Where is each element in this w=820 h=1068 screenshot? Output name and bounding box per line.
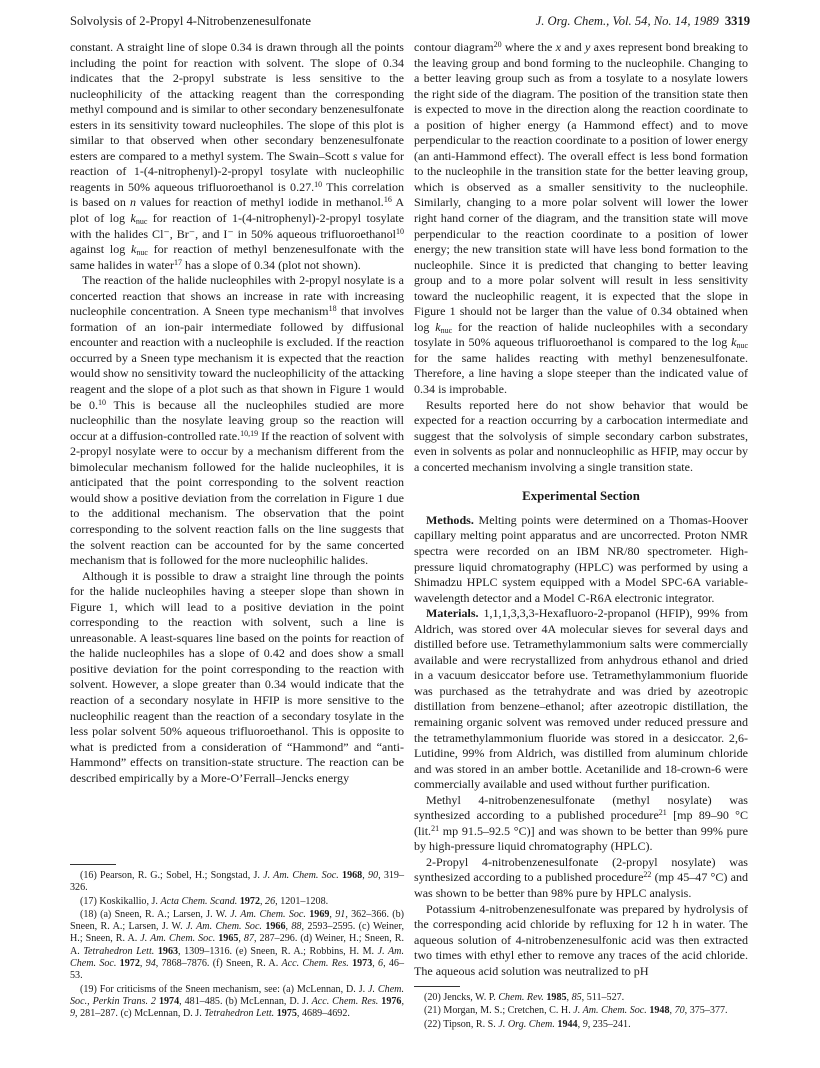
footnote: (16) Pearson, R. G.; Sobel, H.; Songstad, J. J. Am. Chem. Soc. 1968, 90, 319–326. bbox=[70, 870, 405, 894]
citation: 21 bbox=[658, 808, 667, 818]
right-column bbox=[414, 40, 748, 979]
paragraph: Results reported here do not show behavior that would be expected for a reaction occurring by a carbocation intermediate and suggest that the solvolysis of simple secondary carbon substrates, even in solvents as polar and nonnucleophilic as HFIP, may occur by a concerted mechanism involving a single transition state. bbox=[414, 397, 748, 474]
citation: 20 bbox=[493, 40, 502, 49]
footnote: (18) (a) Sneen, R. A.; Larsen, J. W. J. Am. Chem. Soc. 1969, 91, 362–366. (b) Sneen, R. A.; Larsen, J. W. J. Am. Chem. Soc. 1966, 88, 2593–2595. (c) Weiner, H.; Sneen, R. A. J. Am. Chem. Soc. 1965, 87, 287–296. (d) Weiner, H.; Sneen, R. A. Tetrahedron Lett. 1963, 1309–1316. (e) Sneen, R. A.; Robbins, H. M. J. Am. Chem. Soc. 1972, 94, 7868–7876. (f) Sneen, R. A. Acc. Chem. Res. 1973, 6, 46–53. bbox=[70, 908, 405, 982]
footnote: (20) Jencks, W. P. Chem. Rev. 1985, 85, 511–527. bbox=[424, 992, 625, 1003]
running-title: Solvolysis of 2-Propyl 4-Nitrobenzenesulfonate bbox=[70, 14, 311, 28]
paragraph: Materials. 1,1,1,3,3,3-Hexafluoro-2-propanol (HFIP), 99% from Aldrich, was stored over 4A molecular sieves for several days and distilled before use. Tetramethylammonium salts were commercially available and were recrystallized from anhydrous ethanol and dried in a vacuum desiccator before use. Tetramethylammonium fluoride was purchased as the tetrahydrate and was dried by azeotropic distillation from benzene–ethanol; after azeotropic distillation, the remaining organic solvent was removed under reduced pressure and the tetramethylammonium fluoride was stored in a desiccator. 2,6-Lutidine, 99% from Aldrich, was distilled from aluminum chloride and was stored in an amber bottle. Acetanilide and 18-crown-6 were commercially available and used without further purification. bbox=[414, 606, 748, 792]
paragraph: constant. A straight line of slope 0.34 is drawn through all the points including the point for reaction with solvent. The slope of 0.34 indicates that the 2-propyl substrate is less sensitive to the nucleophilicity of the attacking reagent than the corresponding methyl compound and is similar to other secondary benzenesulfonate esters in its sensitivity toward nucleophiles. The slope of this plot is similar to that observed when other secondary benzenesulfonate esters are compared to a methyl system. The Swain–Scott s value for reaction of 1-(4-nitrophenyl)-2-propyl tosylate with nucleophilic reagents in 50% aqueous trifluoroethanol is 0.27.10 This correlation is based on n values for reaction of methyl iodide in methanol.$^{16}$ A plot of $\log k_{nuc}$ for reaction of 1-(4-nitrophenyl)-2-propyl tosylate with the halides Cl⁻, Br⁻, and I⁻ in 50% aqueous trifluoroethanol$^{10}$ against $\log k_{nuc}$ for reaction of methyl benzenesulfonate with the same halides in water$^{17}$ has a slope of 0.34 (plot not shown). bbox=[70, 40, 405, 272]
citation: 17 bbox=[174, 257, 183, 267]
citation: 10 bbox=[98, 397, 107, 407]
running-header bbox=[70, 14, 750, 30]
section-heading: Experimental Section bbox=[522, 489, 640, 504]
paragraph: 2-Propyl 4-nitrobenzenesulfonate (2-propyl nosylate) was synthesized according to a published procedure$^{22}$ (mp 45–47 °C) and was shown to be better than 98% pure by HPLC analysis. bbox=[414, 854, 748, 900]
footnotes-left bbox=[70, 870, 404, 1022]
citation: 10 bbox=[314, 179, 323, 189]
paragraph: The reaction of the halide nucleophiles with 2-propyl nosylate is a concerted reaction that shows an increase in rate with increasing nucleophile concentration. A Sneen type mechanism$^{18}$ that involves formation of an ion-pair intermediate followed by diffusional encounter and reaction with a nucleophile is excluded. If the reaction occurred by a Sneen type mechanism it is expected that the reaction would show no sensitivity toward the nucleophilicity of the attacking reagent and the slope of a plot such as that shown in Figure 1 would be 0.10 This is because all the nucleophiles studied are more nucleophilic than the nosylate leaving group so the reaction will occur at a diffusion-controlled rate.$^{10,19}$ If the reaction of solvent with 2-propyl nosylate were to occur by a mechanism different from the bimolecular mechanism followed for the halide nucleophiles, it is anticipated that the point corresponding to the solvent reaction would show a positive deviation from the correlation in Figure 1 due to the additional mechanism. The observation that the point corresponding to the solvent reaction falls on the line suggests that the solvent reaction can be accounted for by the same concerted mechanism that is followed for the more nucleophilic halides. bbox=[70, 273, 404, 568]
citation: 22 bbox=[643, 870, 652, 880]
footnote: (21) Morgan, M. S.; Cretchen, C. H. J. Am. Chem. Soc. 1948, 70, 375–377. bbox=[424, 1005, 728, 1017]
page-number: 3319 bbox=[724, 14, 750, 28]
footnote-divider bbox=[70, 864, 116, 865]
citation: 10,19 bbox=[240, 428, 259, 438]
paragraph: contour diagram$^{20}$ where the x and y axes represent bond breaking to the leaving group and bond forming to the nucleophile. Changing to a better leaving group such as from a tosylate to a nosylate lowers the right side of the diagram. The position of the transition state then is expected to move in the direction along the reaction coordinate to a position of higher energy (a Hammond effect) and to move perpendicular to the reaction coordinate to a position of lower energy (an anti-Hammond effect). The overall effect is less bond formation to the nucleophile in the transition state for the better leaving group, which is observed as a smaller sensitivity to the nucleophile. Similarly, changing to a more polar solvent will lower the lower right hand corner of the diagram, and the transition state will move perpendicular to the reaction coordinate to a position of lower energy; the new transition state will have less bond formation to the nucleophile. Since it is predicted that changing to better leaving group and to a more polar solvent will result in less sensitivity toward the nucleophilic reagent, it is expected that the slope in Figure 1 should not be larger than the value of 0.34 obtained when $\log k_{nuc}$ for the reaction of halide nucleophiles with a secondary tosylate in 50% aqueous trifluoroethanol is compared to the $\log k_{nuc}$ for the same halides reacting with methyl benzenesulfonate. Therefore, a line having a slope steeper than the indicated value of 0.34 is improbable. bbox=[414, 40, 749, 397]
citation: 21 bbox=[431, 823, 440, 833]
left-column bbox=[70, 40, 404, 786]
citation: 18 bbox=[328, 304, 337, 314]
footnote-divider bbox=[414, 986, 460, 987]
citation: 16 bbox=[383, 195, 392, 205]
materials-heading: Materials. bbox=[426, 606, 479, 621]
paragraph: Potassium 4-nitrobenzenesulfonate was prepared by hydrolysis of the corresponding acid chloride by refluxing for 12 h in water. The aqueous solution of 4-nitrobenzenesulfonic acid was then extracted two times with ethyl ether to remove any traces of the acid chloride. The aqueous acid solution was neutralized to pH bbox=[414, 901, 748, 978]
footnote: (22) Tipson, R. S. J. Org. Chem. 1944, 9, 235–241. bbox=[424, 1018, 631, 1030]
methods-heading: Methods. bbox=[426, 512, 474, 527]
paragraph: Although it is possible to draw a straight line through the points for the halide nucleophiles having a steeper slope than shown in Figure 1, which will lead to a positive deviation in the point corresponding to the reaction with solvent, such a line is unreasonable. A least-squares line based on the points for reaction of the halide nucleophiles has a slope of 0.42 and does show a small positive deviation for the point corresponding to the reaction with solvent. However, a slope greater than 0.34 would indicate that the reaction of a secondary nosylate in HFIP is more sensitive to the nucleophilic reagent than the reaction of a secondary tosylate in the less polar solvent 50% aqueous trifluoroethanol. This is opposite to what is predicted from a consideration of “Hammond” and “anti-Hammond” effects on transition-state structure. The reaction can be described empirically by a More-O’Ferrall–Jencks energy bbox=[70, 568, 404, 785]
footnote: (19) For criticisms of the Sneen mechanism, see: (a) McLennan, D. J. J. Chem. Soc., Perkin Trans. 2 1974, 481–485. (b) McLennan, D. J. Acc. Chem. Res. 1976, 9, 281–287. (c) McLennan, D. J. Tetrahedron Lett. 1975, 4689–4692. bbox=[70, 983, 404, 1020]
journal-name: J. Org. Chem., Vol. 54, No. 14, 1989 bbox=[535, 14, 719, 28]
footnote: (17) Koskikallio, J. Acta Chem. Scand. 1972, 26, 1201–1208. bbox=[80, 895, 329, 907]
footnotes-right bbox=[414, 992, 748, 1032]
journal-citation bbox=[536, 14, 750, 29]
paragraph: Methods. Melting points were determined on a Thomas-Hoover capillary melting point apparatus and are uncorrected. Proton NMR spectra were recorded on an IBM NR/80 spectrometer. High-pressure liquid chromatography (HPLC) was performed by using a Shimadzu HPLC system equipped with a Model SPC-6A variable-wavelength detector and a Model C-R6A electronic integrator. bbox=[414, 512, 748, 605]
paragraph: Methyl 4-nitrobenzenesulfonate (methyl nosylate) was synthesized according to a published procedure$^{21}$ [mp 89–90 °C (lit.$^{21}$ mp 91.5–92.5 °C)] and was shown to be better than 99% pure by high-pressure liquid chromatography (HPLC). bbox=[414, 792, 748, 854]
citation: 10 bbox=[396, 226, 404, 236]
